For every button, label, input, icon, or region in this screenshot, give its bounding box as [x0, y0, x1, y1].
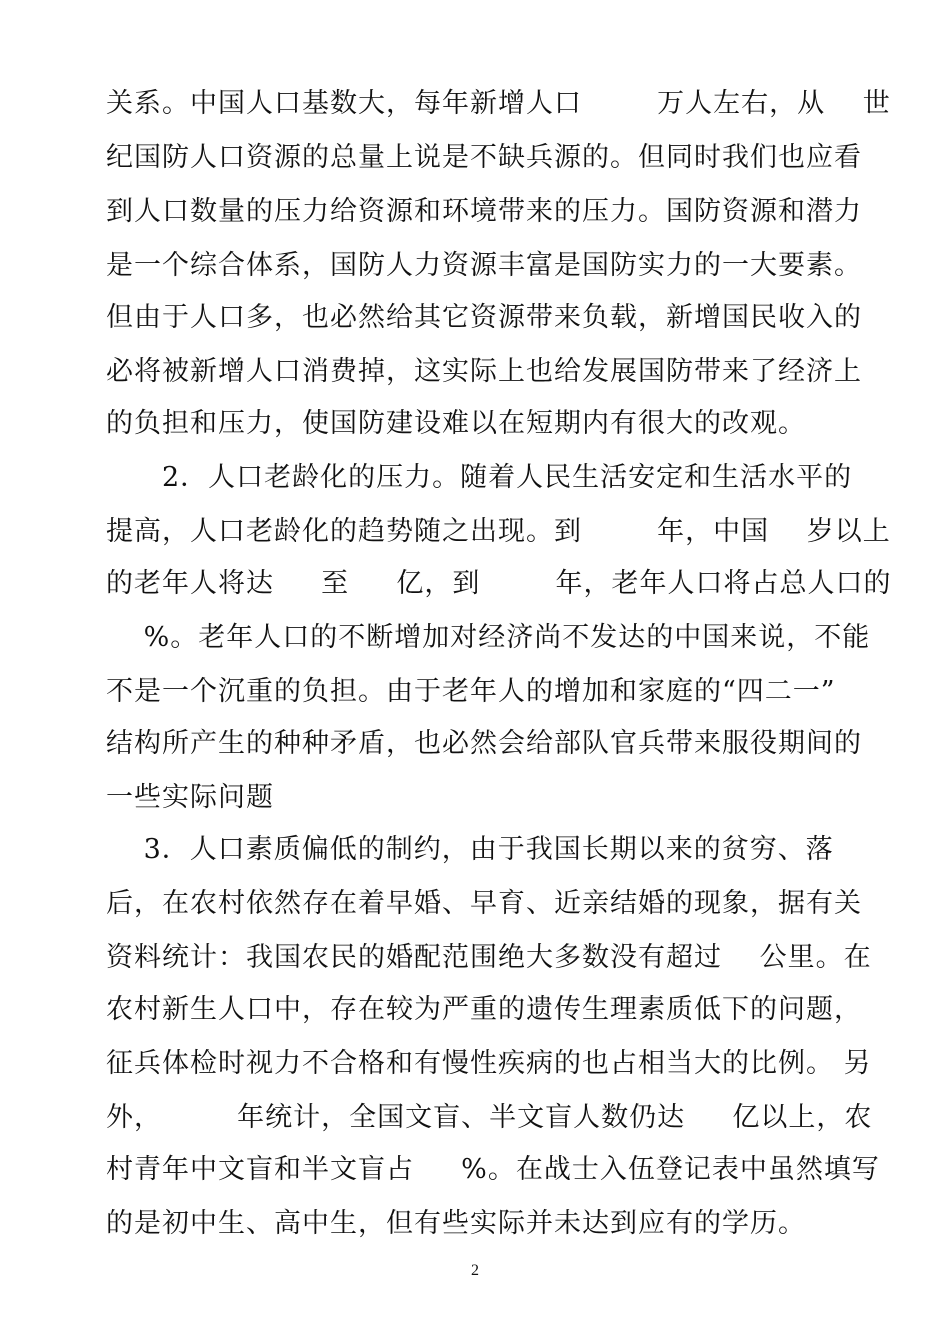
text-line: 资料统计：我国农民的婚配范围绝大多数没有超过 公里。在 [106, 942, 872, 973]
text-line: 3．人口素质偏低的制约，由于我国长期以来的贫穷、落 [106, 834, 834, 865]
text-line: 必将被新增人口消费掉，这实际上也给发展国防带来了经济上 [106, 356, 862, 387]
text-line: 关系。中国人口基数大，每年新增人口 万人左右，从 世 [106, 88, 891, 119]
text-line: %。老年人口的不断增加对经济尚不发达的中国来说，不能 [106, 622, 871, 653]
text-line: 的负担和压力，使国防建设难以在短期内有很大的改观。 [106, 408, 806, 439]
text-line: 到人口数量的压力给资源和环境带来的压力。国防资源和潜力 [106, 196, 862, 227]
text-line: 征兵体检时视力不合格和有慢性疾病的也占相当大的比例。 另 [106, 1048, 872, 1079]
text-line: 外， 年统计，全国文盲、半文盲人数仍达 亿以上，农 [106, 1102, 873, 1133]
text-line: 后，在农村依然存在着早婚、早育、近亲结婚的现象，据有关 [106, 888, 862, 919]
text-line: 的老年人将达 至 亿，到 年，老年人口将占总人口的 [106, 568, 892, 599]
page-number: 2 [471, 1262, 479, 1279]
text-line: 的是初中生、高中生，但有些实际并未达到应有的学历。 [106, 1208, 806, 1239]
text-line: 但由于人口多，也必然给其它资源带来负载，新增国民收入的 [106, 302, 862, 333]
text-line: 纪国防人口资源的总量上说是不缺兵源的。但同时我们也应看 [106, 142, 862, 173]
text-line: 一些实际问题 [106, 782, 274, 813]
text-line: 提高，人口老龄化的趋势随之出现。到 年，中国 岁以上 [106, 516, 891, 547]
text-line: 2．人口老龄化的压力。随着人民生活安定和生活水平的 [106, 462, 853, 493]
text-line: 农村新生人口中，存在较为严重的遗传生理素质低下的问题， [106, 994, 862, 1025]
text-line: 村青年中文盲和半文盲占 %。在战士入伍登记表中虽然填写 [106, 1154, 880, 1185]
text-line: 结构所产生的种种矛盾，也必然会给部队官兵带来服役期间的 [106, 728, 862, 759]
text-line: 不是一个沉重的负担。由于老年人的增加和家庭的“四二一” [106, 676, 836, 707]
text-line: 是一个综合体系，国防人力资源丰富是国防实力的一大要素。 [106, 250, 862, 281]
